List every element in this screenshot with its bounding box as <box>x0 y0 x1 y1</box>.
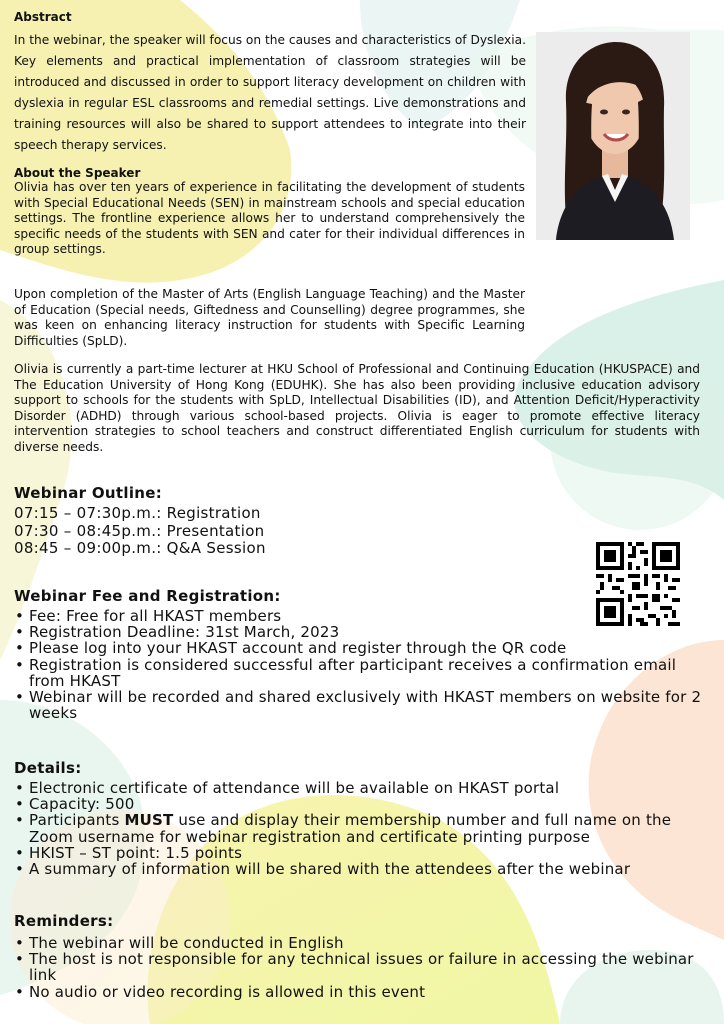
details-list <box>14 780 704 877</box>
speaker-heading: About the Speaker <box>14 166 141 180</box>
list-item: • No audio or video recording is allowed in this event <box>14 984 704 1000</box>
registration-list <box>14 608 704 721</box>
list-item: • A summary of information will be shared with the attendees after the webinar <box>14 861 704 877</box>
reminders-list <box>14 935 704 1000</box>
list-item: • Registration Deadline: 31st March, 2023 <box>14 624 704 640</box>
list-item: • The host is not responsible for any technical issues or failure in accessing the webinar link <box>14 951 704 983</box>
portrait-icon <box>536 32 690 240</box>
list-item: • The webinar will be conducted in English <box>14 935 704 951</box>
must-emphasis: MUST <box>124 811 174 830</box>
outline-list <box>14 505 266 558</box>
list-item: • Webinar will be recorded and shared exclusively with HKAST members on website for 2 weeks <box>14 689 704 721</box>
abstract-heading: Abstract <box>14 10 72 24</box>
outline-item: 08:45 – 09:00p.m.: Q&A Session <box>14 539 266 557</box>
list-item: • Please log into your HKAST account and register through the QR code <box>14 640 704 656</box>
outline-heading: Webinar Outline: <box>14 484 163 502</box>
must-prefix: Participants <box>29 811 125 830</box>
details-heading: Details: <box>14 759 82 777</box>
speaker-portrait <box>536 32 690 240</box>
speaker-paragraph-2: Upon completion of the Master of Arts (English Language Teaching) and the Master of Education (Special needs, Giftedness and Counselling) degree programmes, she was keen on enhancing literacy instruction for students with Specific Learning Difficulties (SpLD). <box>14 287 525 348</box>
speaker-paragraph-3: Olivia is currently a part-time lecturer at HKU School of Professional and Continuing Education (HKUSPACE) and The Education University of Hong Kong (EDUHK). She has also been providing inclusive education advisory support to schools for the students with SpLD, Intellectual Disabilities (ID), and Attention Deficit/Hyperactivity Disorder (ADHD) through various school-based projects. Olivia is eager to promote effective literacy intervention strategies to school teachers and construct differentiated English curriculum for students with diverse needs. <box>14 362 700 454</box>
must-suffix: use and display their membership number and full name on the Zoom username for webinar registration and certificate printing purpose <box>29 811 672 846</box>
list-item: • HKIST – ST point: 1.5 points <box>14 845 704 861</box>
registration-heading: Webinar Fee and Registration: <box>14 587 281 605</box>
list-item: • Registration is considered successful after participant receives a confirmation email from HKAST <box>14 657 704 689</box>
list-item: • Fee: Free for all HKAST members <box>14 608 704 624</box>
abstract-body: In the webinar, the speaker will focus on the causes and characteristics of Dyslexia. Key elements and practical implementation of classroom strategies will be introduced and discussed in order to support literacy development on children with dyslexia in regular ESL classrooms and remedial settings. Live demonstrations and training resources will also be shared to support attendees to integrate into their speech therapy services. <box>14 33 526 152</box>
speaker-paragraph-1: Olivia has over ten years of experience in facilitating the development of students with Special Educational Needs (SEN) in mainstream schools and special education settings. The frontline experience allows her to understand comprehensively the specific needs of the students with SEN and cater for their individual differences in group settings. <box>14 180 525 257</box>
list-item-must <box>14 812 704 844</box>
reminders-heading: Reminders: <box>14 912 114 930</box>
list-item: • Electronic certificate of attendance will be available on HKAST portal <box>14 780 704 796</box>
outline-item: 07:15 – 07:30p.m.: Registration <box>14 504 261 522</box>
outline-item: 07:30 – 08:45p.m.: Presentation <box>14 521 265 540</box>
list-item: • Capacity: 500 <box>14 796 704 812</box>
